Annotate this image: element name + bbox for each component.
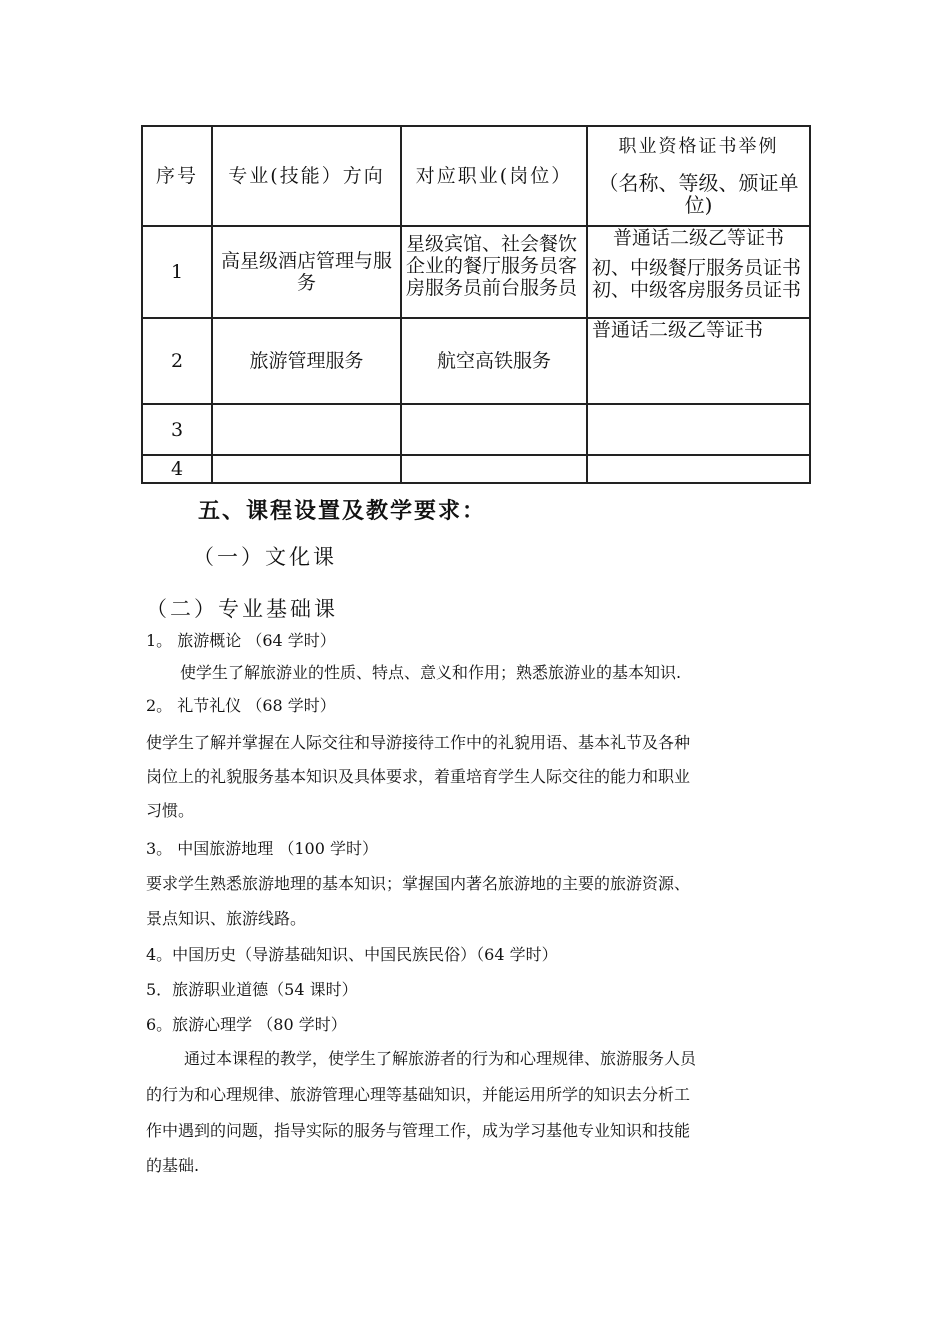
section-heading: 五、课程设置及教学要求： (198, 498, 487, 524)
subsection-heading: （二）专业基础课 (146, 597, 338, 621)
row-job: 星级宾馆、社会餐饮企业的餐厅服务员客房服务员前台服务员 (401, 226, 587, 318)
row-no: 3 (142, 404, 212, 455)
course-title: 2。 礼节礼仪 （68 学时） (146, 696, 336, 715)
cert-item: 普通话二级乙等证书 (592, 319, 764, 341)
course-description: 通过本课程的教学，使学生了解旅游者的行为和心理规律、旅游服务人员 (184, 1049, 697, 1068)
row-no: 4 (142, 455, 212, 483)
course-title: 3。 中国旅游地理 （100 学时） (146, 839, 378, 858)
table-row (142, 404, 810, 455)
row-certs (587, 404, 810, 455)
header-job: 对应职业(岗位） (401, 126, 587, 226)
table-row (142, 226, 810, 318)
cert-item: 普通话二级乙等证书 (612, 227, 784, 249)
course-description: 习惯。 (146, 801, 195, 820)
course-description: 岗位上的礼貌服务基本知识及具体要求，着重培育学生人际交往的能力和职业 (146, 767, 691, 786)
table-row (142, 455, 810, 483)
course-title: 1。 旅游概论 （64 学时） (146, 631, 336, 650)
row-no: 2 (142, 318, 212, 404)
row-no: 1 (142, 226, 212, 318)
header-cert (587, 126, 810, 226)
row-direction (212, 455, 401, 483)
course-title: 4。中国历史（导游基础知识、中国民族民俗）（64 学时） (146, 945, 558, 964)
row-direction: 高星级酒店管理与服务 (212, 226, 401, 318)
row-certs (587, 226, 810, 318)
course-description: 的基础. (146, 1156, 200, 1175)
row-job (401, 455, 587, 483)
row-job: 航空高铁服务 (401, 318, 587, 404)
header-cert-title: 职业资格证书举例 (618, 136, 779, 157)
cert-item: 初、中级客房服务员证书 (592, 279, 802, 301)
course-description: 使学生了解旅游业的性质、特点、意义和作用；熟悉旅游业的基本知识. (180, 663, 682, 682)
row-direction: 旅游管理服务 (212, 318, 401, 404)
job-certificate-table (141, 125, 811, 484)
header-cert-sub: （名称、等级、颁证单位) (598, 171, 799, 217)
subsection-heading: （一）文化课 (193, 545, 337, 569)
cert-item: 初、中级餐厅服务员证书 (592, 257, 802, 279)
header-direction: 专业(技能）方向 (212, 126, 401, 226)
table-header-row (142, 126, 810, 226)
course-description: 使学生了解并掌握在人际交往和导游接待工作中的礼貌用语、基本礼节及各种 (146, 733, 691, 752)
table-row (142, 318, 810, 404)
course-title: 5．旅游职业道德（54 课时） (146, 980, 358, 999)
row-direction (212, 404, 401, 455)
course-description: 作中遇到的问题，指导实际的服务与管理工作，成为学习基他专业知识和技能 (146, 1121, 691, 1140)
course-description: 要求学生熟悉旅游地理的基本知识；掌握国内著名旅游地的主要的旅游资源、 (146, 874, 691, 893)
course-description: 景点知识、旅游线路。 (146, 909, 307, 928)
header-no: 序号 (142, 126, 212, 226)
row-job (401, 404, 587, 455)
course-title: 6。旅游心理学 （80 学时） (146, 1015, 347, 1034)
row-certs (587, 455, 810, 483)
row-certs (587, 318, 810, 404)
course-description: 的行为和心理规律、旅游管理心理等基础知识，并能运用所学的知识去分析工 (146, 1085, 691, 1104)
